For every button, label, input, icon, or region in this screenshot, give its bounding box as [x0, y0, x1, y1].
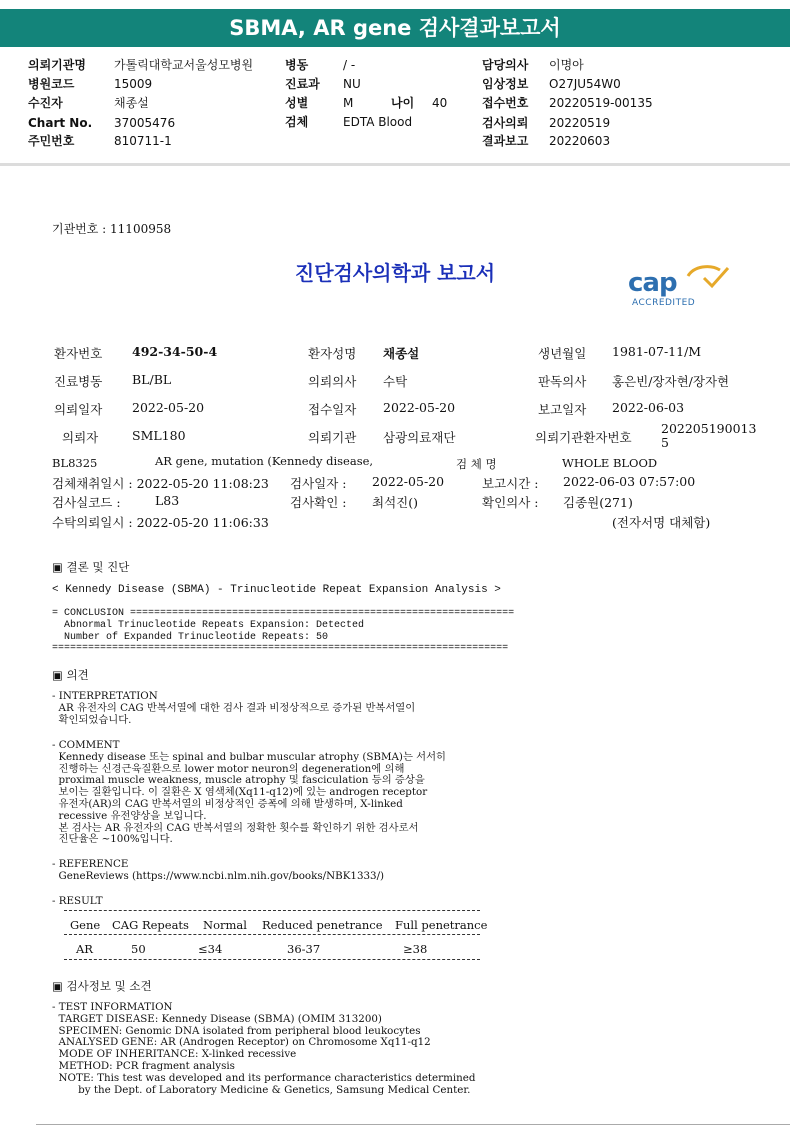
hospital-code-value: 15009 [114, 77, 153, 91]
test-code: BL8325 [52, 456, 98, 470]
result-full-penetrance: ≥38 [403, 942, 428, 956]
requester-value: SML180 [132, 428, 186, 443]
request-date-label: 검사의뢰 [482, 116, 529, 130]
result-cag-repeats: 50 [131, 942, 146, 956]
result-report-value: 20220603 [549, 134, 611, 148]
department-value: NU [343, 77, 361, 91]
resident-no-label: 주민번호 [28, 134, 75, 148]
comment-block: - COMMENT Kennedy disease 또는 spinal and bulbar muscular atrophy (SBMA)는 서서히 진행하는 신경근육질환으로 lower motor neuron의 degeneration에 의해 proximal muscle weakness, muscle atrophy 및 fasciculation 등의 증상을 보이는 질환입니다. 이 질환은 X 염색체(Xq11-q12)에 있는 androgen receptor 유전자(AR)의 CAG 반복서열의 비정상적인 증폭에 의해 발생하며, X-linked recessive 유전양상을 보입니다. 본 검사는 AR 유전자의 CAG 반복서열의 정확한 횟수를 확인하기 위한 검사로서 진단율은 ~100%입니다. [52, 739, 447, 846]
hospital-name-label: 의뢰기관명 [28, 58, 86, 72]
result-header-gene: Gene [70, 918, 101, 932]
institution-patient-no-value-cont: 5 [661, 435, 669, 450]
report-time-label: 보고시간 : [482, 476, 539, 491]
exam-confirm-value: 최석진() [372, 495, 418, 510]
exam-date-label: 검사일자 : [290, 476, 347, 491]
exam-date-value: 2022-05-20 [372, 474, 445, 489]
age-value: 40 [432, 96, 448, 110]
ward-value: / - [343, 58, 356, 72]
report-title: 진단검사의학과 보고서 [294, 261, 496, 285]
confirm-doctor-label: 확인의사 : [482, 495, 539, 510]
sex-label: 성별 [285, 96, 309, 110]
patient-name-label: 환자성명 [308, 346, 357, 361]
testinfo-block: - TEST INFORMATION TARGET DISEASE: Kennedy Disease (SBMA) (OMIM 313200) SPECIMEN: Genomic DNA isolated from peripheral blood leukocytes ANALYSED GENE: AR (Androgen Receptor) on Chromosome Xq11-q12 MODE OF INHERITANCE: X-linked recessive METHOD: PCR fragment analysis NOTE: This test was developed and its performance characteristics determined by the Dept. of Laboratory Medicine & Genetics, Samsung Medical Center. [52, 1001, 476, 1096]
result-normal: ≤34 [198, 942, 223, 956]
lab-code-label: 검사실코드 : [52, 495, 121, 510]
department-label: 진료과 [285, 77, 320, 91]
receipt-date-label: 접수일자 [308, 402, 357, 417]
bottom-divider [36, 1124, 790, 1125]
report-header-title: SBMA, AR gene 검사결과보고서 [0, 9, 790, 47]
receipt-date-value: 2022-05-20 [383, 400, 456, 415]
hospital-name-value: 가톨릭대학교서울성모병원 [114, 58, 254, 72]
test-name: AR gene, mutation (Kennedy disease, [155, 454, 374, 468]
ward-label-body: 진료병동 [54, 374, 103, 389]
requester-label: 의뢰자 [62, 430, 99, 445]
requesting-doctor-label: 의뢰의사 [308, 374, 357, 389]
report-date-label: 보고일자 [538, 402, 587, 417]
conclusion-title: < Kennedy Disease (SBMA) - Trinucleotide Repeat Expansion Analysis > [52, 584, 501, 596]
request-date-value-body: 2022-05-20 [132, 400, 205, 415]
specimen-name-label: 검 체 명 [456, 457, 497, 471]
result-header-full: Full penetrance [395, 918, 488, 932]
result-header-reduced: Reduced penetrance [262, 918, 383, 932]
consign-datetime: 수탁의뢰일시 : 2022-05-20 11:06:33 [52, 515, 269, 530]
patient-no-value: 492-34-50-4 [132, 344, 218, 359]
result-gene: AR [76, 942, 93, 956]
collection-datetime: 검체채취일시 : 2022-05-20 11:08:23 [52, 476, 269, 491]
ward-value-body: BL/BL [132, 372, 172, 387]
esign-note: (전자서명 대체함) [612, 515, 711, 530]
reading-doctor-value: 홍은빈/장자현/장자현 [612, 374, 730, 389]
section-testinfo-heading: ▣ 검사정보 및 소견 [52, 979, 152, 993]
lab-code-value: L83 [155, 493, 180, 508]
request-date-value: 20220519 [549, 116, 611, 130]
sex-value: M [343, 96, 354, 110]
cap-logo-word: cap [628, 268, 677, 298]
section-conclusion-heading: ▣ 결론 및 진단 [52, 560, 130, 574]
age-label: 나이 [391, 96, 415, 110]
ward-label: 병동 [285, 58, 309, 72]
exam-confirm-label: 검사확인 : [290, 495, 347, 510]
result-header-cag: CAG Repeats [112, 918, 189, 932]
chart-no-label: Chart No. [28, 116, 93, 130]
confirm-doctor-value: 김종원(271) [563, 495, 633, 510]
institution-patient-no-label: 의뢰기관환자번호 [535, 430, 632, 445]
reference-block: - REFERENCE GeneReviews (https://www.ncbi.nlm.nih.gov/books/NBK1333/) [52, 858, 385, 882]
specimen-name-value: WHOLE BLOOD [562, 456, 658, 470]
requesting-institution-value: 삼광의료재단 [383, 430, 456, 445]
patient-name-value: 채종설 [383, 346, 420, 361]
patient-label: 수진자 [28, 96, 63, 110]
receipt-no-value: 20220519-00135 [549, 96, 653, 110]
institution-patient-no-value: 202205190013 [661, 421, 757, 436]
result-table-bottom-rule [64, 959, 480, 960]
section-opinion-heading: ▣ 의견 [52, 668, 89, 682]
cap-logo-accredited: ACCREDITED [632, 298, 696, 308]
result-reduced-penetrance: 36-37 [287, 942, 321, 956]
clinical-info-value: O27JU54W0 [549, 77, 621, 91]
specimen-value: EDTA Blood [343, 115, 413, 129]
doctor-label: 담당의사 [482, 58, 529, 72]
resident-no-value: 810711-1 [114, 134, 172, 148]
doctor-value: 이명아 [549, 58, 584, 72]
institution-number: 기관번호 : 11100958 [52, 222, 172, 236]
report-time-value: 2022-06-03 07:57:00 [563, 474, 696, 489]
requesting-doctor-value: 수탁 [383, 374, 408, 389]
reading-doctor-label: 판독의사 [538, 374, 587, 389]
header-divider [0, 163, 790, 166]
patient-value: 채종설 [114, 96, 149, 110]
receipt-no-label: 접수번호 [482, 96, 529, 110]
hospital-code-label: 병원코드 [28, 77, 75, 91]
birthdate-label: 생년월일 [538, 346, 587, 361]
specimen-label: 검체 [285, 115, 309, 129]
birthdate-value: 1981-07-11/M [612, 344, 702, 359]
result-table-mid-rule [64, 934, 480, 935]
requesting-institution-label: 의뢰기관 [308, 430, 357, 445]
result-header-normal: Normal [203, 918, 247, 932]
chart-no-value: 37005476 [114, 116, 176, 130]
cap-accredited-logo [626, 262, 738, 312]
request-date-label-body: 의뢰일자 [54, 402, 103, 417]
interpretation-block: - INTERPRETATION AR 유전자의 CAG 반복서열에 대한 검사 결과 비정상적으로 증가된 반복서열이 확인되었습니다. [52, 690, 416, 726]
result-report-label: 결과보고 [482, 134, 529, 148]
patient-no-label: 환자번호 [54, 346, 103, 361]
result-label: - RESULT [52, 895, 103, 907]
conclusion-block: = CONCLUSION ================================================================ Abnormal Trinucleotide Repeats Expansion: Detected Number of Expanded Trinucleotide Repeats: 50 ============================================================================ [52, 608, 515, 655]
clinical-info-label: 임상정보 [482, 77, 529, 91]
report-date-value: 2022-06-03 [612, 400, 685, 415]
result-table-top-rule [64, 910, 480, 911]
